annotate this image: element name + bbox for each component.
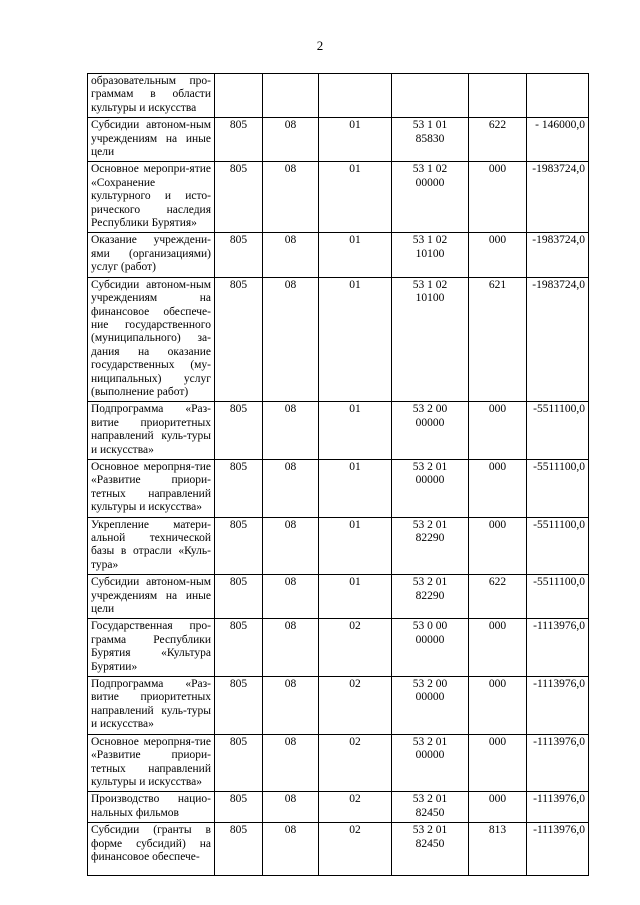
table-row	[88, 233, 589, 277]
subsection-code-cell: 01	[319, 233, 392, 277]
target-article-cell	[392, 277, 469, 402]
row-name-cell: Подпрограмма «Раз-витие приоритетных направлений куль-туры и искусства»	[88, 677, 215, 735]
amount-cell: -5511100,0	[527, 517, 589, 575]
ministry-code-cell: 805	[215, 792, 263, 823]
expense-type-cell: 621	[469, 277, 527, 402]
target-article-part1: 53 2 01	[412, 460, 448, 473]
section-code-cell: 08	[263, 459, 319, 517]
subsection-code-cell	[319, 74, 392, 118]
subsection-code-cell: 02	[319, 677, 392, 735]
expense-type-cell: 000	[469, 517, 527, 575]
ministry-code-cell: 805	[215, 277, 263, 402]
target-article-part2: 10100	[415, 292, 445, 305]
target-article-part2: 00000	[415, 176, 445, 189]
subsection-code-cell: 01	[319, 517, 392, 575]
target-article-part1: 53 0 00	[412, 620, 448, 633]
amount-cell: -5511100,0	[527, 402, 589, 460]
subsection-code-cell: 01	[319, 118, 392, 162]
expense-type-cell: 622	[469, 118, 527, 162]
ministry-code-cell: 805	[215, 517, 263, 575]
amount-cell: -1113976,0	[527, 823, 589, 876]
target-article-part1: 53 2 01	[412, 518, 448, 531]
amount-cell	[527, 74, 589, 118]
subsection-code-cell: 01	[319, 459, 392, 517]
target-article-cell	[392, 677, 469, 735]
subsection-code-cell: 02	[319, 823, 392, 876]
amount-cell: -1113976,0	[527, 792, 589, 823]
table-row	[88, 619, 589, 677]
target-article-part1: 53 2 01	[412, 824, 448, 837]
amount-cell: -5511100,0	[527, 459, 589, 517]
amount-cell: -5511100,0	[527, 575, 589, 619]
subsection-code-cell: 01	[319, 162, 392, 233]
ministry-code-cell: 805	[215, 619, 263, 677]
target-article-part1: 53 1 02	[412, 163, 448, 176]
subsection-code-cell: 01	[319, 575, 392, 619]
section-code-cell: 08	[263, 677, 319, 735]
table-row	[88, 118, 589, 162]
row-name-cell: Субсидии автоном-ным учреждениям на финансовое обеспече-ние государственного (муниципального) за-дания на оказание государственных (му-ниципальных) услуг (выполнение работ)	[88, 277, 215, 402]
table-row	[88, 575, 589, 619]
expense-type-cell: 000	[469, 162, 527, 233]
target-article-part1: 53 1 01	[412, 119, 448, 132]
ministry-code-cell: 805	[215, 459, 263, 517]
amount-cell: -1113976,0	[527, 734, 589, 792]
target-article-part1: 53 2 01	[412, 793, 448, 806]
section-code-cell: 08	[263, 823, 319, 876]
amount-cell: -1983724,0	[527, 233, 589, 277]
table-row	[88, 792, 589, 823]
row-name-cell: Основное меропри-ятие «Сохранение культурного и исто-рического наследия Республики Бурятия»	[88, 162, 215, 233]
row-name-cell: Субсидии автоном-ным учреждениям на иные цели	[88, 118, 215, 162]
target-article-cell	[392, 459, 469, 517]
target-article-part2: 10100	[415, 247, 445, 260]
target-article-part1: 53 2 01	[412, 576, 448, 589]
subsection-code-cell: 02	[319, 619, 392, 677]
row-name-cell: Государственная про-грамма Республики Бурятия «Культура Бурятии»	[88, 619, 215, 677]
amount-cell: -1113976,0	[527, 677, 589, 735]
expense-type-cell: 000	[469, 734, 527, 792]
budget-table-body	[88, 74, 589, 876]
section-code-cell: 08	[263, 517, 319, 575]
target-article-cell	[392, 162, 469, 233]
target-article-part1: 53 1 02	[412, 234, 448, 247]
table-row	[88, 517, 589, 575]
target-article-cell	[392, 792, 469, 823]
row-name-cell: Оказание учреждени-ями (организациями) услуг (работ)	[88, 233, 215, 277]
page-number: 2	[316, 38, 324, 53]
target-article-part2: 00000	[415, 633, 445, 646]
ministry-code-cell: 805	[215, 402, 263, 460]
section-code-cell: 08	[263, 734, 319, 792]
ministry-code-cell: 805	[215, 734, 263, 792]
section-code-cell: 08	[263, 619, 319, 677]
expense-type-cell: 000	[469, 677, 527, 735]
target-article-part2: 00000	[415, 474, 445, 487]
amount-cell: -1983724,0	[527, 277, 589, 402]
target-article-part1: 53 2 01	[412, 735, 448, 748]
target-article-cell	[392, 118, 469, 162]
row-name-cell: Субсидии автоном-ным учреждениям на иные цели	[88, 575, 215, 619]
section-code-cell: 08	[263, 402, 319, 460]
target-article-part2: 00000	[415, 691, 445, 704]
expense-type-cell: 622	[469, 575, 527, 619]
ministry-code-cell	[215, 74, 263, 118]
amount-cell: -1983724,0	[527, 162, 589, 233]
table-row	[88, 677, 589, 735]
ministry-code-cell: 805	[215, 233, 263, 277]
subsection-code-cell: 02	[319, 734, 392, 792]
target-article-cell	[392, 74, 469, 118]
row-name-cell: Основное меропрня-тие «Развитие приори-тетных направлений культуры и искусства»	[88, 459, 215, 517]
expense-type-cell: 000	[469, 619, 527, 677]
expense-type-cell: 000	[469, 402, 527, 460]
target-article-part2: 82290	[415, 589, 445, 602]
ministry-code-cell: 805	[215, 677, 263, 735]
expense-type-cell	[469, 74, 527, 118]
expense-type-cell: 000	[469, 459, 527, 517]
target-article-part2: 82450	[415, 837, 445, 850]
row-name-cell: Производство нацио-нальных фильмов	[88, 792, 215, 823]
amount-cell: - 146000,0	[527, 118, 589, 162]
target-article-part2: 85830	[415, 132, 445, 145]
expense-type-cell: 813	[469, 823, 527, 876]
section-code-cell: 08	[263, 162, 319, 233]
table-row	[88, 734, 589, 792]
target-article-cell	[392, 734, 469, 792]
ministry-code-cell: 805	[215, 575, 263, 619]
section-code-cell: 08	[263, 792, 319, 823]
amount-cell: -1113976,0	[527, 619, 589, 677]
row-name-cell: Субсидии (гранты в форме субсидий) на финансовое обеспече-	[88, 823, 215, 876]
section-code-cell: 08	[263, 277, 319, 402]
section-code-cell	[263, 74, 319, 118]
subsection-code-cell: 01	[319, 277, 392, 402]
target-article-part2: 00000	[415, 749, 445, 762]
target-article-cell	[392, 402, 469, 460]
ministry-code-cell: 805	[215, 823, 263, 876]
target-article-cell	[392, 233, 469, 277]
subsection-code-cell: 01	[319, 402, 392, 460]
table-row	[88, 74, 589, 118]
target-article-part2: 82450	[415, 806, 445, 819]
row-name-cell: Основное меропрня-тие «Развитие приори-тетных направлений культуры и искусства»	[88, 734, 215, 792]
table-row	[88, 823, 589, 876]
table-row	[88, 277, 589, 402]
target-article-cell	[392, 575, 469, 619]
section-code-cell: 08	[263, 233, 319, 277]
target-article-part1: 53 1 02	[412, 278, 448, 291]
target-article-cell	[392, 517, 469, 575]
row-name-cell: Подпрограмма «Раз-витие приоритетных направлений куль-туры и искусства»	[88, 402, 215, 460]
target-article-part1: 53 2 00	[412, 403, 448, 416]
row-name-cell: образовательным про-граммам в области культуры и искусства	[88, 74, 215, 118]
expense-type-cell: 000	[469, 792, 527, 823]
row-name-cell: Укрепление матери-альной технической базы в отрасли «Куль-тура»	[88, 517, 215, 575]
table-row	[88, 162, 589, 233]
section-code-cell: 08	[263, 575, 319, 619]
target-article-part1: 53 2 00	[412, 678, 448, 691]
ministry-code-cell: 805	[215, 118, 263, 162]
subsection-code-cell: 02	[319, 792, 392, 823]
target-article-cell	[392, 823, 469, 876]
table-row	[88, 459, 589, 517]
section-code-cell: 08	[263, 118, 319, 162]
table-row	[88, 402, 589, 460]
target-article-cell	[392, 619, 469, 677]
ministry-code-cell: 805	[215, 162, 263, 233]
target-article-part2: 00000	[415, 416, 445, 429]
budget-table	[87, 73, 589, 876]
expense-type-cell: 000	[469, 233, 527, 277]
target-article-part2: 82290	[415, 532, 445, 544]
